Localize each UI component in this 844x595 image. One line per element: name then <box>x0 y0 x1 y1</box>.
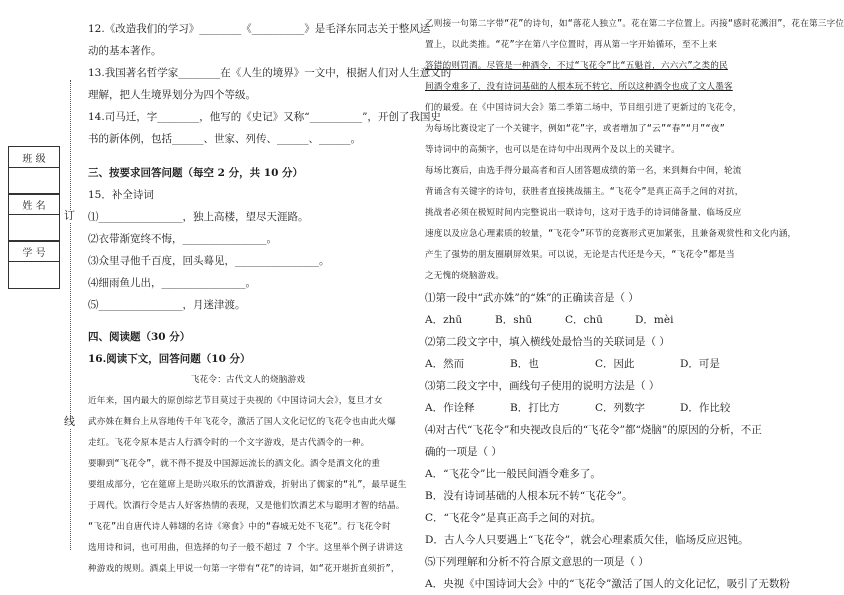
q4-line: 确的一项是（ ） <box>425 446 502 458</box>
q1-options <box>425 309 777 331</box>
poem-line-1: ⑴________________，独上高楼，望尽天涯路。 <box>88 211 309 223</box>
section-3-title: 三、按要求回答问题（每空 2 分，共 10 分） <box>88 167 304 179</box>
q1-option-b[interactable]: B．shū <box>495 314 533 326</box>
passage-line: 要组成部分，它在筵席上是助兴取乐的饮酒游戏，折射出了儒家的“礼”，最早诞生 <box>88 480 407 490</box>
binding-dotted-line <box>70 80 71 550</box>
passage-line: “飞花”出自唐代诗人韩翃的名诗《寒食》中的“春城无处不飞花”。行飞花令时 <box>88 522 391 532</box>
q5-stem: ⑸下列理解和分析不符合原文意思的一项是（ ） <box>425 556 649 568</box>
q1-option-c[interactable]: C．chū <box>565 314 603 326</box>
q12-line-1: 12.《改造我们的学习》________《__________》是毛泽东同志关于整风运 <box>88 23 431 35</box>
passage-cont-line: 等诗词中的高频字，也可以是在诗句中出现两个及以上的关键字。 <box>425 145 681 155</box>
passage-line: 武亦姝在舞台上从容地传千年飞花令，激活了国人文化记忆的飞花令也由此火爆 <box>88 417 396 427</box>
q4-option-b[interactable]: B．没有诗词基础的人根本玩不转“飞花令”。 <box>425 490 633 502</box>
passage-cont-line: 速度以及应急心理素质的较量，“飞花令”环节的竞赛形式更加紧张，且兼备观赏性和文化内涵， <box>425 229 797 239</box>
q13-line-2: 理解，把人生境界划分为四个等级。 <box>88 89 256 101</box>
class-blank[interactable] <box>9 168 60 195</box>
q3-option-c[interactable]: C．列数字 <box>595 402 646 414</box>
q2-option-b[interactable]: B．也 <box>510 358 539 370</box>
passage-line: 要聊到“飞花令”，就不得不提及中国源远流长的酒文化。酒令是酒文化的重 <box>88 459 381 469</box>
name-label: 姓 名 <box>9 194 60 215</box>
passage-cont-line: 乙则接一句第二字带“花”的诗句，如“落花人独立”。花在第二字位置上。丙接“感时花溅泪”，花在第三字位 <box>425 19 844 29</box>
passage-line: 选用诗和词，也可用曲，但选择的句子一般不超过 7 个字。这里举个例子讲讲这 <box>88 543 404 553</box>
q13-line-1: 13.我国著名哲学家________在《人生的境界》一文中，根据人们对人生意义的 <box>88 67 452 79</box>
q16-title: 16.阅读下文，回答问题（10 分） <box>88 353 251 365</box>
class-label: 班 级 <box>9 147 60 168</box>
poem-line-4: ⑷细雨鱼儿出，________________。 <box>88 277 256 289</box>
poem-line-3: ⑶众里寻他千百度，回头蓦见，________________。 <box>88 255 330 267</box>
binding-char-ding: 订 <box>64 209 75 222</box>
name-field-table <box>8 193 60 242</box>
section-4-title: 四、阅读题（30 分） <box>88 331 191 343</box>
name-blank[interactable] <box>9 215 60 242</box>
passage-cont-line: 挑战者必须在极短时间内完整说出一联诗句，这对于选手的诗词储备量、临场反应 <box>425 208 742 218</box>
passage-cont-line: 间酒令难多了，没有诗词基础的人根本玩不转它，所以这种酒令也成了文人墨客 <box>425 82 733 92</box>
passage-line: 走红。飞花令原本是古人行酒令时的一个文字游戏，是古代酒令的一种。 <box>88 438 370 448</box>
q14-line-1: 14.司马迁，字________，他写的《史记》又称“__________”，开创了我国史 <box>88 111 441 123</box>
q5-option-a[interactable]: A．央视《中国诗词大会》中的“飞花令”激活了国人的文化记忆，吸引了无数粉 <box>425 578 790 590</box>
binding-char-xian: 线 <box>64 415 75 428</box>
q1-option-d[interactable]: D．mèi <box>635 314 674 326</box>
q1-stem: ⑴第一段中“武亦姝”的“姝”的正确读音是（ ） <box>425 292 639 304</box>
q15-title: 15．补全诗词 <box>88 189 154 201</box>
passage-title: 飞花令：古代文人的烧脑游戏 <box>190 375 306 385</box>
passage-cont-line: 置上，以此类推。“花”字在第八字位置时，再从第一字开始循环，至不上来 <box>425 40 718 50</box>
q3-option-d[interactable]: D．作比较 <box>680 402 731 414</box>
q3-stem: ⑶第二段文字中，画线句子使用的说明方法是（ ） <box>425 380 660 392</box>
q1-option-a[interactable]: A．zhū <box>425 314 463 326</box>
q2-option-c[interactable]: C．因此 <box>595 358 635 370</box>
passage-cont-line: 答错的则罚酒。尽管是一种酒令，不过“飞花令”比“五魁首，六六六”之类的民 <box>425 61 728 71</box>
q4-line: ⑷对古代“飞花令”和央视改良后的“飞花令”都“烧脑”的原因的分析，不正 <box>425 424 762 436</box>
passage-line: 近年来，国内最大的原创综艺节目莫过于央视的《中国诗词大会》，复旦才女 <box>88 396 383 406</box>
id-field-table <box>8 240 60 289</box>
q2-stem: ⑵第二段文字中，填入横线处最恰当的关联词是（ ） <box>425 336 670 348</box>
binding-margin <box>0 0 70 560</box>
class-field-table <box>8 146 60 195</box>
poem-line-5: ⑸________________，月迷津渡。 <box>88 299 246 311</box>
passage-cont-line: 为每场比赛设定了一个关键字，例如“花”字，或者增加了“云”“春”“月”“夜” <box>425 124 725 134</box>
passage-line: 种游戏的规则。酒桌上甲说一句第一字带有“花”的诗词，如“花开堪折直须折”， <box>88 564 400 574</box>
q14-line-2: 书的新体例，包括______、世家、列传、______、______。 <box>88 133 361 145</box>
q4-option-c[interactable]: C．“飞花令”是真正高手之间的对抗。 <box>425 512 602 524</box>
passage-cont-line: 之无愧的烧脑游戏。 <box>425 271 505 281</box>
right-column <box>425 14 844 595</box>
q4-option-a[interactable]: A．“飞花令”比一般民间酒令难多了。 <box>425 468 601 480</box>
q2-option-a[interactable]: A．然而 <box>425 358 465 370</box>
q3-option-a[interactable]: A．作诠释 <box>425 402 475 414</box>
id-label: 学 号 <box>9 241 60 262</box>
id-blank[interactable] <box>9 262 60 289</box>
passage-cont-line: 每场比赛后，由选手得分最高者和百人团答题成绩的第一名，来到舞台中间，轮流 <box>425 166 742 176</box>
q12-line-2: 动的基本著作。 <box>88 45 162 57</box>
q4-option-d[interactable]: D．古人今人只要遇上“飞花令”，就会心理素质欠佳，临场反应迟钝。 <box>425 534 749 546</box>
q2-option-d[interactable]: D．可是 <box>680 358 720 370</box>
passage-cont-line: 背诵含有关键字的诗句，获胜者直接挑战擂主。“飞花令”是真正高手之间的对抗， <box>425 187 744 197</box>
q3-options <box>425 397 777 419</box>
poem-line-2: ⑵衣带渐宽终不悔，________________。 <box>88 233 277 245</box>
passage-cont-line: 产生了强势的朋友圈刷屏效果。可以说，无论是古代还是今天，“飞花令”都是当 <box>425 250 735 260</box>
q3-option-b[interactable]: B．打比方 <box>510 402 560 414</box>
q2-options <box>425 353 777 375</box>
passage-cont-line: 们的最爱。在《中国诗词大会》第二季第二场中，节目组引进了更新过的飞花令， <box>425 103 742 113</box>
passage-line: 于周代。饮酒行令是古人好客热情的表现，又是他们饮酒艺术与聪明才智的结晶。 <box>88 501 405 511</box>
